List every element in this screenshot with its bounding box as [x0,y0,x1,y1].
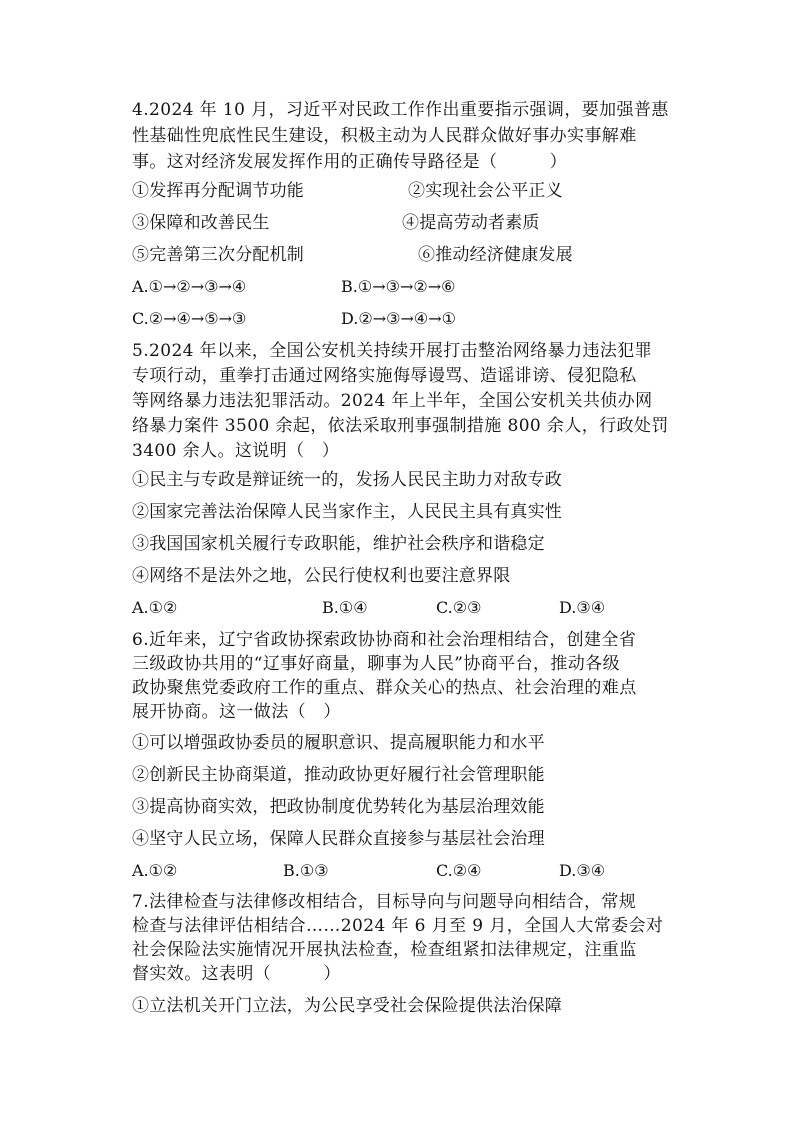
q6-item-2: ②创新民主协商渠道，推动政协更好履行社会管理职能 [132,765,545,785]
q4-choice-c: C.②→④→⑤→③ [132,309,247,328]
q6-choice-c: C.②④ [436,861,482,880]
q5-stem-line-2: 专项行动，重拳打击通过网络实施侮辱谩骂、造谣诽谤、侵犯隐私 [132,366,637,386]
q5-item-4: ④网络不是法外之地，公民行使权利也要注意界限 [132,566,511,586]
q5-choice-d: D.③④ [559,598,606,617]
q6-item-3: ③提高协商实效，把政协制度优势转化为基层治理效能 [132,797,545,817]
q6-item-1: ①可以增强政协委员的履职意识、提高履职能力和水平 [132,733,545,753]
q7-stem-line-4: 督实效。这表明（ ） [132,964,341,984]
q4-item-1: ①发挥再分配调节功能 [132,181,304,201]
q4-item-4: ④提高劳动者素质 [402,213,540,233]
q5-stem-line-5: 3400 余人。这说明（ ） [132,441,340,461]
q6-choice-d: D.③④ [559,861,606,880]
q5-item-2: ②国家完善法治保障人民当家作主，人民民主具有真实性 [132,502,562,522]
q5-stem-line-1: 5.2024 年以来，全国公安机关持续开展打击整治网络暴力违法犯罪 [132,341,653,361]
q6-stem-line-1: 6.近年来，辽宁省政协探索政协协商和社会治理相结合，创建全省 [132,630,637,650]
q7-stem-line-1: 7.法律检查与法律修改相结合，目标导向与问题导向相结合，常规 [132,892,637,912]
q6-stem-line-4: 展开协商。这一做法（ ） [132,702,341,722]
q4-stem-line-3: 事。这对经济发展发挥作用的正确传导路径是（ ） [132,152,567,172]
q4-choice-d: D.②→③→④→① [341,309,456,328]
q6-choice-b: B.①③ [283,861,329,880]
q5-choice-b: B.①④ [322,598,368,617]
q6-stem-line-3: 政协聚焦党委政府工作的重点、群众关心的热点、社会治理的难点 [132,678,637,698]
q4-item-5: ⑤完善第三次分配机制 [132,245,304,265]
q5-choice-c: C.②③ [436,598,482,617]
q5-choice-a: A.①② [132,598,178,617]
q4-item-6: ⑥推动经济健康发展 [418,245,573,265]
q4-choice-a: A.①→②→③→④ [132,277,247,296]
q4-item-2: ②实现社会公平正义 [408,181,563,201]
q6-choice-a: A.①② [132,861,178,880]
q4-stem-line-2: 性基础性兜底性民生建设，积极主动为人民群众做好事办实事解难 [132,126,637,146]
q7-stem-line-3: 社会保险法实施情况开展执法检查，检查组紧扣法律规定，注重监 [132,940,637,960]
q5-item-1: ①民主与专政是辩证统一的，发扬人民民主助力对敌专政 [132,470,562,490]
q7-stem-line-2: 检查与法律评估相结合……2024 年 6 月至 9 月，全国人大常委会对 [132,916,664,936]
q5-item-3: ③我国国家机关履行专政职能，维护社会秩序和谐稳定 [132,534,545,554]
q5-stem-line-4: 络暴力案件 3500 余起，依法采取刑事强制措施 800 余人，行政处罚 [132,416,669,436]
q5-stem-line-3: 等网络暴力违法犯罪活动。2024 年上半年，全国公安机关共侦办网 [132,391,653,411]
q4-stem-line-1: 4.2024 年 10 月，习近平对民政工作作出重要指示强调，要加强普惠 [132,100,669,120]
q6-item-4: ④坚守人民立场，保障人民群众直接参与基层社会治理 [132,829,545,849]
q7-item-1: ①立法机关开门立法，为公民享受社会保险提供法治保障 [132,996,562,1016]
q6-stem-line-2: 三级政协共用的“辽事好商量，聊事为人民”协商平台，推动各级 [132,654,620,674]
q4-item-3: ③保障和改善民生 [132,213,270,233]
q4-choice-b: B.①→③→②→⑥ [341,277,456,296]
